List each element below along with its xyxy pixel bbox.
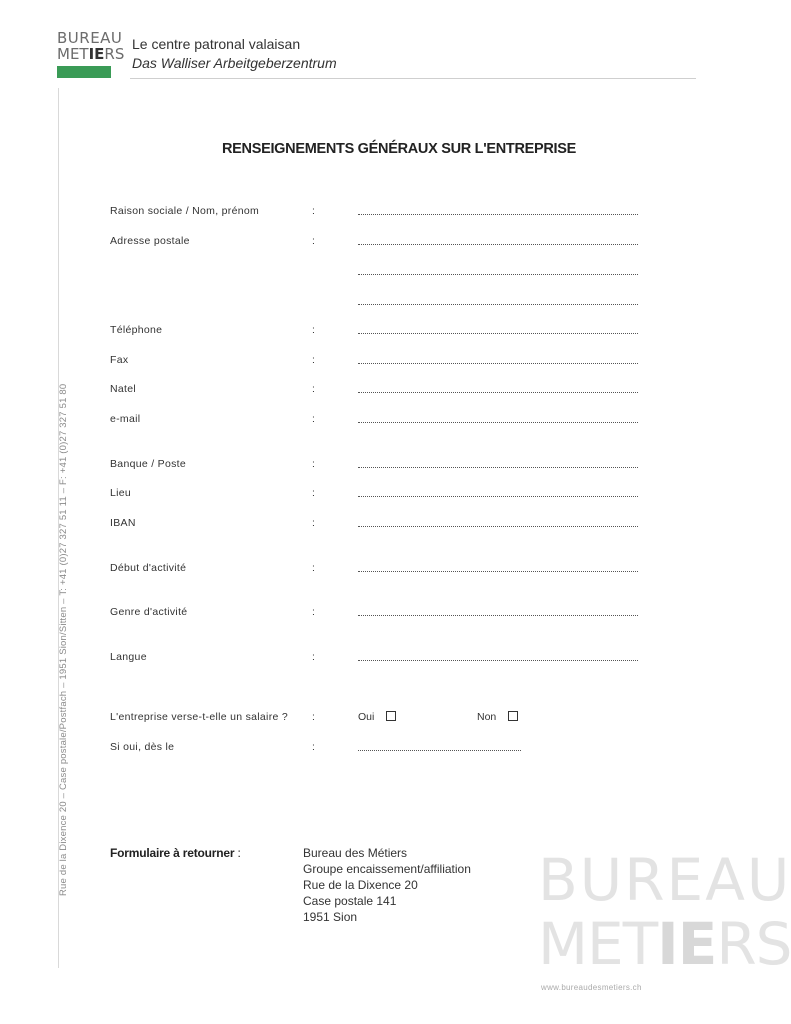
- field-colon: :: [312, 205, 315, 217]
- field-label: Si oui, dès le: [110, 741, 175, 753]
- fill-line[interactable]: [358, 660, 638, 661]
- field-fax: [110, 354, 640, 370]
- field-colon: :: [312, 741, 315, 753]
- option-oui[interactable]: [358, 711, 396, 723]
- field-genre-activite: [110, 606, 640, 622]
- return-address-line: Groupe encaissement/affiliation: [303, 862, 471, 876]
- fill-line[interactable]: [358, 214, 638, 215]
- watermark-text-c: RS: [716, 910, 791, 978]
- watermark-logo: [538, 846, 791, 978]
- document-title-text: RENSEIGNEMENTS GÉNÉRAUX SUR L'ENTREPRISE: [222, 141, 576, 157]
- field-colon: :: [312, 562, 315, 574]
- field-lieu: [110, 487, 640, 503]
- return-address-line: Case postale 141: [303, 894, 397, 908]
- field-colon: :: [312, 235, 315, 247]
- field-adresse-line-3: [110, 295, 640, 311]
- fill-line[interactable]: [358, 750, 521, 751]
- field-colon: :: [312, 606, 315, 618]
- field-colon: :: [312, 458, 315, 470]
- field-telephone: [110, 324, 640, 340]
- fill-line[interactable]: [358, 274, 638, 275]
- field-label: Natel: [110, 383, 137, 395]
- field-label: Langue: [110, 651, 147, 663]
- tagline-fr: Le centre patronal valaisan: [132, 36, 301, 52]
- field-label: Adresse postale: [110, 235, 190, 247]
- option-non[interactable]: [477, 711, 518, 723]
- return-address-line: 1951 Sion: [303, 910, 358, 924]
- fill-line[interactable]: [358, 333, 638, 334]
- field-salaire: [110, 711, 640, 727]
- field-label: Raison sociale / Nom, prénom: [110, 205, 260, 217]
- return-label-colon: :: [234, 846, 241, 860]
- watermark-line-1: BUREAU: [538, 846, 791, 914]
- field-colon: :: [312, 324, 315, 336]
- field-label: L'entreprise verse-t-elle un salaire ?: [110, 711, 288, 723]
- field-label: Banque / Poste: [110, 458, 187, 470]
- fill-line[interactable]: [358, 526, 638, 527]
- logo-text-c: RS: [104, 45, 125, 63]
- field-colon: :: [312, 413, 315, 425]
- return-address-line: Rue de la Dixence 20: [303, 878, 418, 892]
- field-label: IBAN: [110, 517, 136, 529]
- fill-line[interactable]: [358, 422, 638, 423]
- document-title: [0, 141, 770, 157]
- header-divider: [130, 78, 696, 79]
- field-label: Début d'activité: [110, 562, 187, 574]
- logo-text-b: IE: [88, 45, 105, 63]
- checkbox-non[interactable]: [508, 711, 518, 721]
- field-debut-activite: [110, 562, 640, 578]
- field-colon: :: [312, 711, 315, 723]
- field-label: e-mail: [110, 413, 141, 425]
- logo-line-2: [57, 46, 124, 62]
- field-langue: [110, 651, 640, 667]
- fill-line[interactable]: [358, 363, 638, 364]
- field-adresse-postale: [110, 235, 640, 251]
- return-address: [303, 845, 471, 925]
- field-si-oui: [110, 741, 640, 757]
- checkbox-oui[interactable]: [386, 711, 396, 721]
- field-banque-poste: [110, 458, 640, 474]
- field-raison-sociale: [110, 205, 640, 221]
- watermark-text-b: IE: [657, 910, 717, 978]
- option-non-label: Non: [477, 711, 497, 723]
- watermark-line-2: [538, 912, 791, 976]
- return-label-text: Formulaire à retourner: [110, 846, 235, 860]
- field-colon: :: [312, 354, 315, 366]
- fill-line[interactable]: [358, 304, 638, 305]
- watermark-text-a: MET: [538, 910, 658, 978]
- website-url: www.bureaudesmetiers.ch: [541, 983, 642, 992]
- return-label: [110, 846, 241, 860]
- fill-line[interactable]: [358, 571, 638, 572]
- field-colon: :: [312, 487, 315, 499]
- logo-green-band: [57, 66, 111, 78]
- field-label: Téléphone: [110, 324, 163, 336]
- return-address-line: Bureau des Métiers: [303, 846, 408, 860]
- logo-line-1: BUREAU: [57, 29, 123, 47]
- field-colon: :: [312, 651, 315, 663]
- fill-line[interactable]: [358, 615, 638, 616]
- field-colon: :: [312, 383, 315, 395]
- field-email: [110, 413, 640, 429]
- field-natel: [110, 383, 640, 399]
- fill-line[interactable]: [358, 392, 638, 393]
- option-oui-label: Oui: [358, 711, 375, 723]
- field-label: Genre d'activité: [110, 606, 188, 618]
- fill-line[interactable]: [358, 496, 638, 497]
- fill-line[interactable]: [358, 244, 638, 245]
- fill-line[interactable]: [358, 467, 638, 468]
- company-logo: [57, 29, 125, 78]
- field-colon: :: [312, 517, 315, 529]
- tagline-de: Das Walliser Arbeitgeberzentrum: [132, 55, 337, 71]
- field-adresse-line-2: [110, 265, 640, 281]
- field-iban: [110, 517, 640, 533]
- side-address: Rue de la Dixence 20 – Case postale/Postfach – 1951 Sion/Sitten – T: +41 (0)27 327 51 11 – F: +41 (0)27 327 51 80: [58, 383, 69, 896]
- field-label: Lieu: [110, 487, 132, 499]
- field-label: Fax: [110, 354, 129, 366]
- logo-text-a: MET: [57, 45, 89, 63]
